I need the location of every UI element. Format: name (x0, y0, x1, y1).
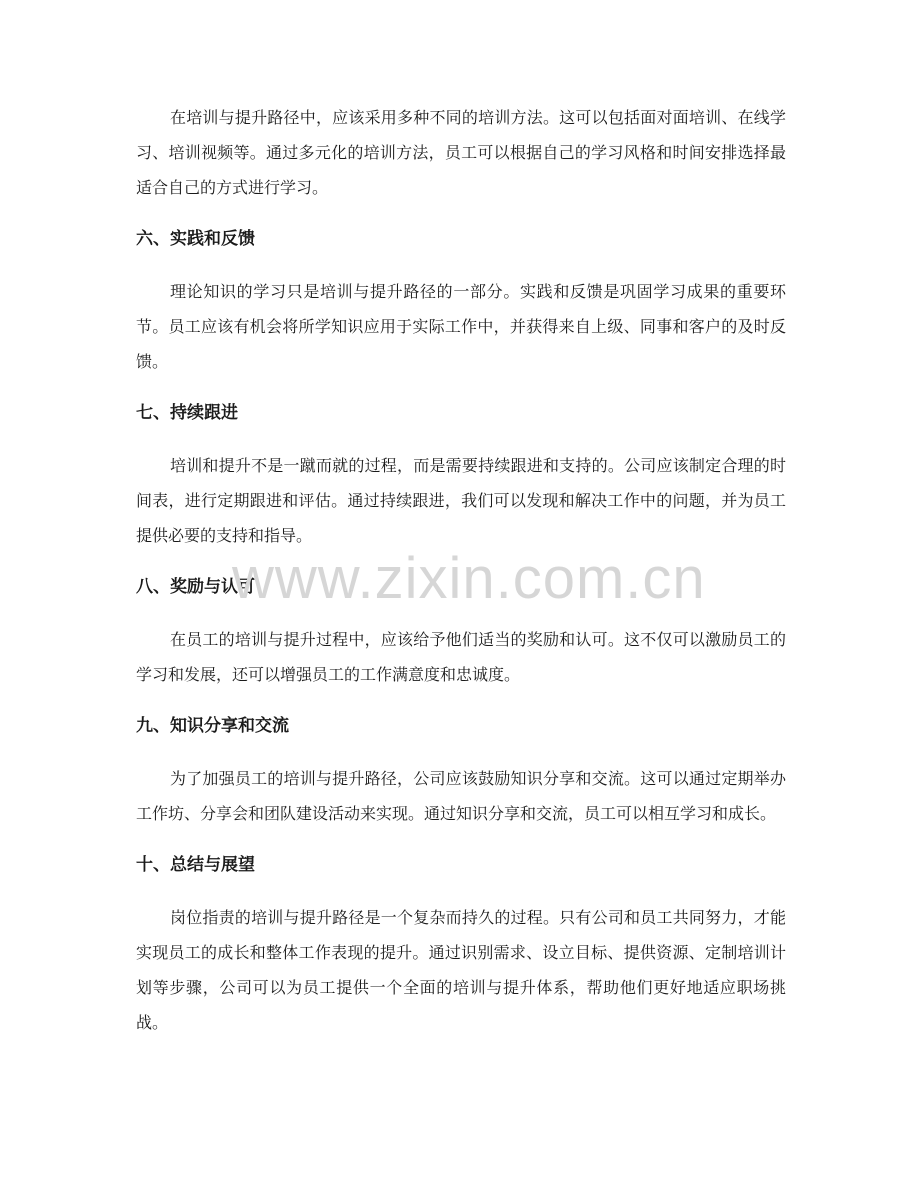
section-body-7: 培训和提升不是一蹴而就的过程，而是需要持续跟进和支持的。公司应该制定合理的时间表，进行定期跟进和评估。通过持续跟进，我们可以发现和解决工作中的问题，并为员工提供必要的支持和指导。 (136, 456, 786, 545)
watermark-text: www.zixin.com.cn (232, 546, 706, 611)
section-body-9: 为了加强员工的培训与提升路径，公司应该鼓励知识分享和交流。这可以通过定期举办工作坊、分享会和团队建设活动来实现。通过知识分享和交流，员工可以相互学习和成长。 (136, 769, 786, 823)
section-body-8: 在员工的培训与提升过程中，应该给予他们适当的奖励和认可。这不仅可以激励员工的学习和发展，还可以增强员工的工作满意度和忠诚度。 (136, 630, 786, 684)
section-heading-6: 六、实践和反馈 (136, 229, 255, 249)
section-body-6: 理论知识的学习只是培训与提升路径的一部分。实践和反馈是巩固学习成果的重要环节。员工应该有机会将所学知识应用于实际工作中，并获得来自上级、同事和客户的及时反馈。 (136, 282, 786, 371)
section-heading-10: 十、总结与展望 (136, 855, 255, 875)
document-body (136, 100, 786, 1040)
section-heading-9: 九、知识分享和交流 (136, 716, 289, 736)
section-heading-7: 七、持续跟进 (136, 403, 238, 423)
section-body-10: 岗位指责的培训与提升路径是一个复杂而持久的过程。只有公司和员工共同努力，才能实现员工的成长和整体工作表现的提升。通过识别需求、设立目标、提供资源、定制培训计划等步骤，公司可以为员工提供一个全面的培训与提升体系，帮助他们更好地适应职场挑战。 (136, 908, 786, 1032)
intro-paragraph: 在培训与提升路径中，应该采用多种不同的培训方法。这可以包括面对面培训、在线学习、培训视频等。通过多元化的培训方法，员工可以根据自己的学习风格和时间安排选择最适合自己的方式进行学习。 (136, 108, 786, 197)
section-heading-8: 八、奖励与认可 (136, 577, 255, 597)
